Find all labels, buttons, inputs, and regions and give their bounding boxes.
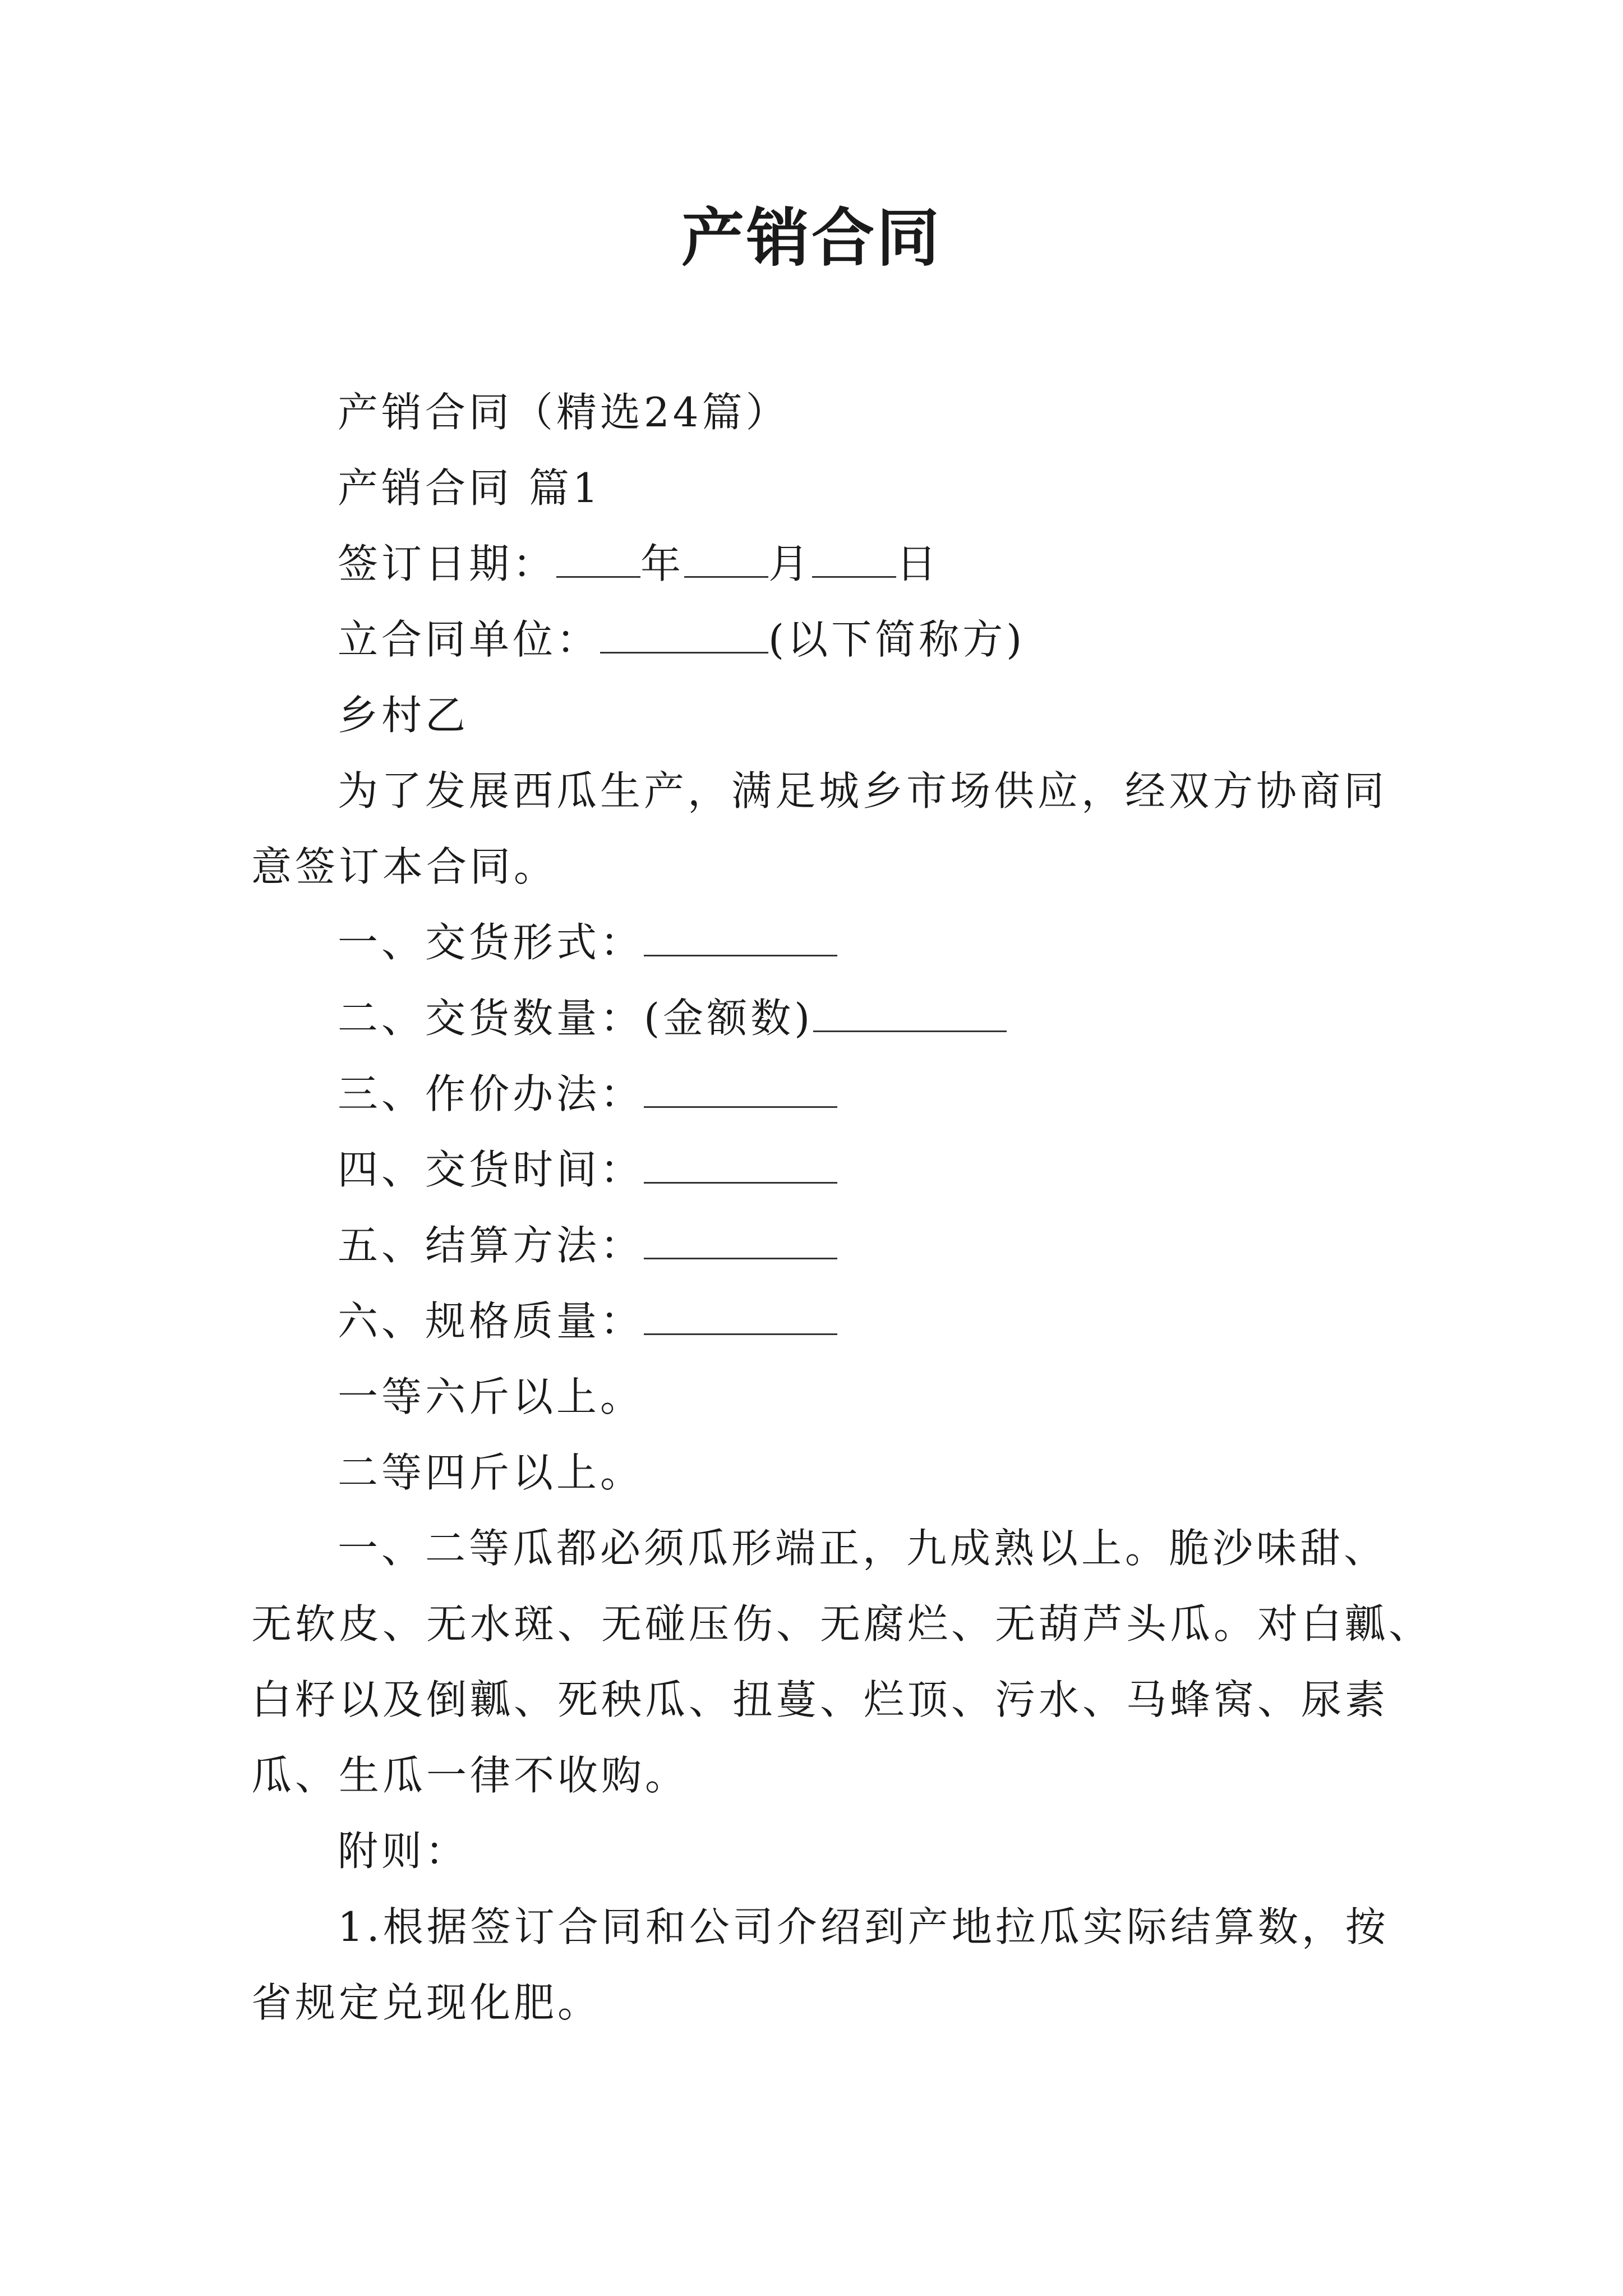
year-label: 年 — [640, 540, 685, 587]
clause-2-blank — [813, 993, 1007, 1032]
quality-line-3: 白籽以及倒瓤、死秧瓜、扭蔓、烂顶、污水、马蜂窝、尿素 — [251, 1676, 1389, 1723]
clause-2-label: 二、交货数量：(金额数) — [338, 995, 814, 1042]
sign-date-label: 签订日期： — [338, 540, 557, 587]
appendix-1-line-1: 1.根据签订合同和公司介绍到产地拉瓜实际结算数，按 — [338, 1903, 1389, 1950]
party-b-line: 乡村乙 — [338, 692, 469, 739]
clause-4-label: 四、交货时间： — [338, 1146, 644, 1193]
day-label: 日 — [896, 540, 940, 587]
document-subtitle: 产销合同（精选24篇） — [338, 389, 790, 436]
party-line — [338, 611, 1025, 668]
clause-2-line — [338, 990, 1007, 1046]
intro-line-1: 为了发展西瓜生产，满足城乡市场供应，经双方协商同 — [338, 767, 1388, 815]
grade-2-line: 二等四斤以上。 — [338, 1449, 644, 1496]
appendix-label: 附则： — [338, 1828, 469, 1875]
clause-1-label: 一、交货形式： — [338, 919, 644, 966]
grade-1-line: 一等六斤以上。 — [338, 1373, 644, 1420]
day-blank — [812, 539, 896, 578]
clause-5-line — [338, 1217, 837, 1273]
clause-3-line — [338, 1066, 837, 1122]
quality-line-4: 瓜、生瓜一律不收购。 — [251, 1752, 689, 1799]
clause-4-line — [338, 1142, 837, 1198]
document-title: 产销合同 — [681, 202, 942, 275]
clause-3-blank — [644, 1069, 837, 1108]
month-blank — [684, 539, 768, 578]
clause-3-label: 三、作价办法： — [338, 1070, 644, 1117]
sign-date-line — [338, 536, 940, 592]
clause-1-line — [338, 914, 837, 970]
month-label: 月 — [768, 540, 813, 587]
clause-5-blank — [644, 1221, 837, 1259]
appendix-1-line-2: 省规定兑现化肥。 — [251, 1979, 602, 2026]
intro-line-2: 意签订本合同。 — [251, 843, 558, 890]
party-suffix: (以下简称方) — [768, 616, 1026, 663]
year-blank — [556, 539, 640, 578]
clause-5-label: 五、结算方法： — [338, 1222, 644, 1269]
party-label: 立合同单位： — [338, 616, 601, 663]
clause-6-blank — [644, 1296, 837, 1335]
chapter-heading: 产销合同 篇1 — [338, 464, 602, 512]
quality-line-1: 一、二等瓜都必须瓜形端正，九成熟以上。脆沙味甜、 — [338, 1525, 1388, 1572]
quality-line-2: 无软皮、无水斑、无碰压伤、无腐烂、无葫芦头瓜。对白瓤、 — [251, 1600, 1433, 1648]
clause-4-blank — [644, 1145, 837, 1184]
clause-6-line — [338, 1293, 837, 1349]
clause-6-label: 六、规格质量： — [338, 1297, 644, 1345]
party-blank — [600, 615, 768, 654]
clause-1-blank — [644, 918, 837, 956]
